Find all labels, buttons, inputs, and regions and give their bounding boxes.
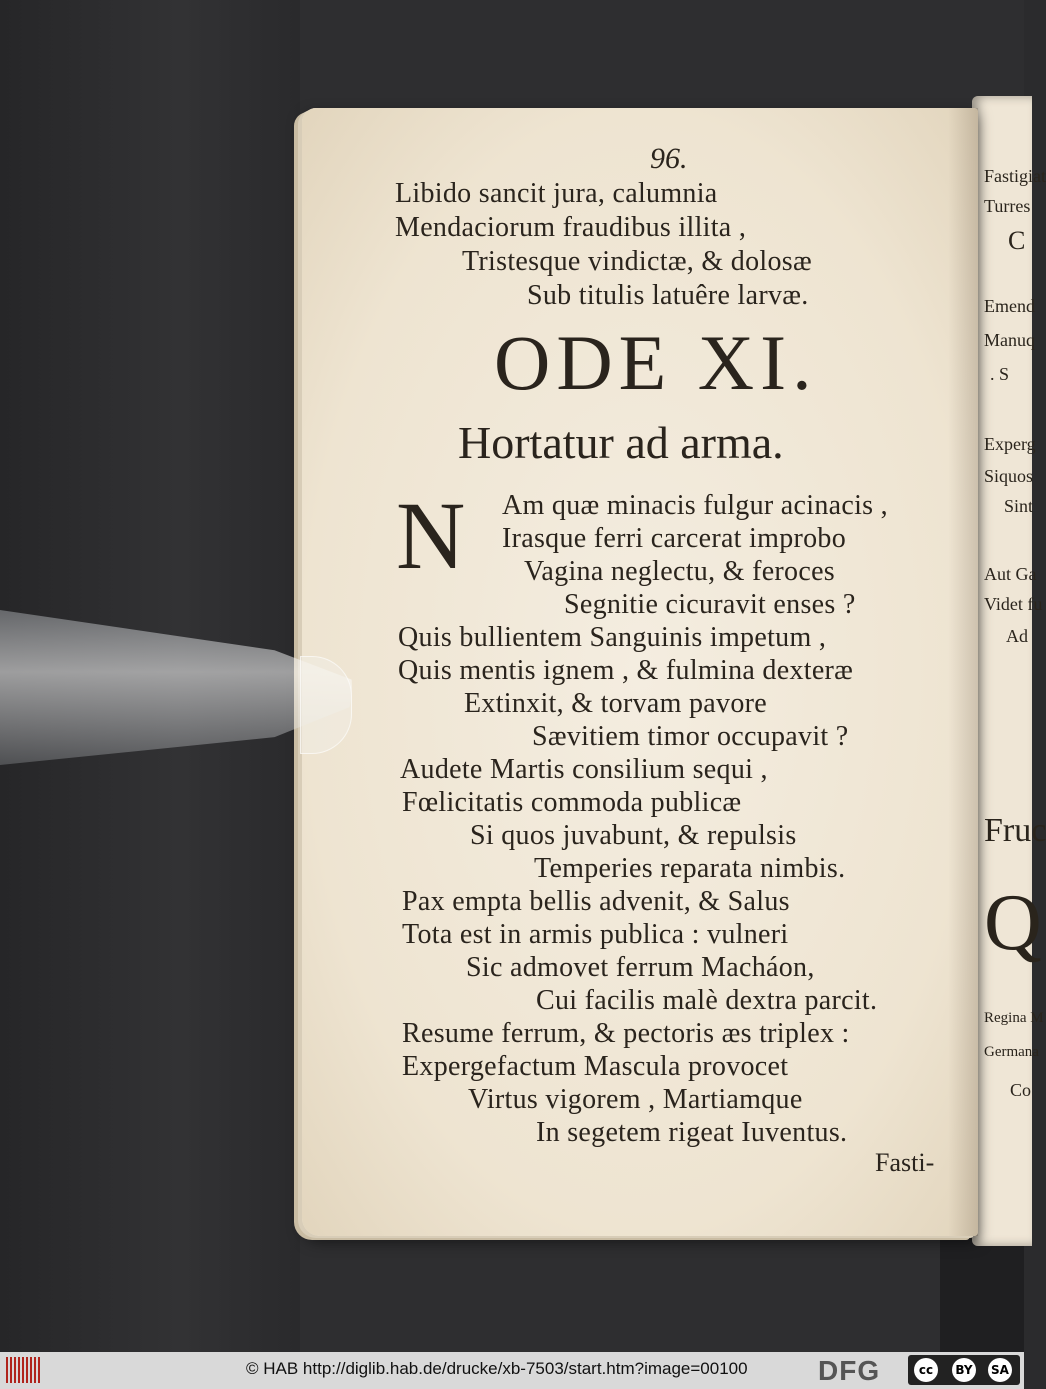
facing-fragment: C [1008,226,1026,255]
facing-fragment: Manuq [984,330,1035,350]
facing-fragment: Emend [984,296,1035,316]
poem-line: Quis mentis ignem , & fulmina dexteræ [398,655,854,686]
facing-fragment: Co [1010,1080,1032,1100]
poem-line: Fœlicitatis commoda publicæ [402,787,742,818]
poem-line: Extinxit, & torvam pavore [464,688,767,719]
poem-line: Audete Martis consilium sequi , [400,754,768,785]
cc-license-badge[interactable] [908,1355,1020,1385]
facing-fragment: . S [990,364,1010,384]
catchword: Fasti- [875,1148,935,1177]
facing-fragment: Videt fu [984,594,1043,614]
text-line: Sub titulis latuêre larvæ. [527,280,809,311]
poem-line: Irasque ferri carcerat improbo [502,523,847,554]
page-number: 96. [650,142,688,175]
poem-line: Sævitiem timor occupavit ? [532,721,849,752]
poem-line: Segnitie cicuravit enses ? [564,589,856,620]
poem-line: Am quæ minacis fulgur acinacis , [502,490,888,521]
facing-fragment: Germana [984,1044,1039,1060]
facing-page [972,96,1046,1246]
facing-fragment: Experg [984,434,1036,454]
facing-fragment: Siquos [984,466,1034,486]
poem-line: Sic admovet ferrum Macháon, [466,952,815,983]
facing-fragment: Sint [1004,496,1034,516]
facing-fragment: Fastigiat [984,166,1046,186]
poem-line: Si quos juvabunt, & repulsis [470,820,797,851]
ode-title: ODE XI. [494,319,818,406]
hab-logo-icon [6,1357,46,1383]
text-line: Tristesque vindictæ, & dolosæ [462,246,812,277]
poem-line: In segetem rigeat Iuventus. [536,1117,848,1148]
poem-line: Cui facilis malè dextra parcit. [536,985,878,1016]
poem-line: Temperies reparata nimbis. [534,853,846,884]
poem-line: Vagina neglectu, & feroces [524,556,836,587]
dfg-logo: DFG [818,1355,881,1386]
poem-line: Resume ferrum, & pectoris æs triplex : [402,1018,850,1049]
ode-subtitle: Hortatur ad arma. [458,417,784,468]
drop-cap: N [396,482,466,589]
text-line: Libido sancit jura, calumnia [395,178,718,209]
facing-fragment: Regina M [984,1010,1044,1026]
facing-fragment: Q [984,879,1042,967]
poem-line: Virtus vigorem , Martiamque [468,1084,803,1115]
poem-line: Quis bullientem Sanguinis impetum , [398,622,827,653]
footer-credit[interactable]: © HAB http://diglib.hab.de/drucke/xb-7503/start.htm?image=00100 [246,1359,748,1378]
poem-line: Expergefactum Mascula provocet [402,1051,789,1082]
poem-line: Pax empta bellis advenit, & Salus [402,886,790,917]
facing-fragment: Fruc [984,812,1046,849]
by-icon: BY [952,1358,976,1382]
facing-fragment: Ad [1006,626,1028,646]
poem-line: Tota est in armis publica : vulneri [402,919,789,950]
facing-fragment: Aut Ga [984,564,1037,584]
cc-icon: cc [914,1358,938,1382]
text-line: Mendaciorum fraudibus illita , [395,212,747,243]
book-page [302,108,978,1236]
page-gutter [948,108,978,1236]
sa-icon: SA [988,1358,1012,1382]
facing-fragment: Turres [984,196,1031,216]
footer-bar [0,1352,1024,1389]
